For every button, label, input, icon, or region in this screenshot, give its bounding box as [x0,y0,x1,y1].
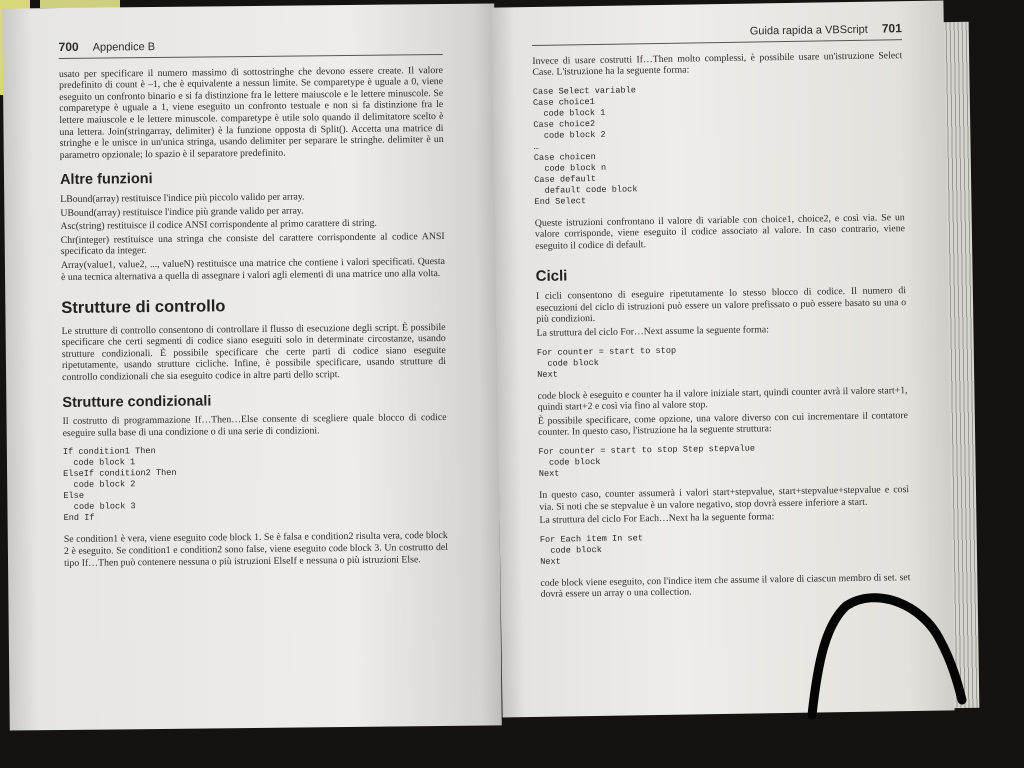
right-page-number: 701 [881,21,902,36]
for-intro: La struttura del ciclo For…Next assume la seguente forma: [536,324,769,339]
function-item: UBound(array) restituisce l'indice più grande valido per array. [60,204,304,219]
altre-funzioni-heading: Altre funzioni [59,171,153,189]
right-page-header [532,23,902,45]
left-running-head: Appendice B [92,40,156,54]
select-intro: Invece di usare costrutti If…Then molto complessi, è possibile usare un'istruzione Select Case. L'istruzione ha la seguente forma: [532,49,903,79]
if-explanation: Se condition1 è vera, viene eseguito code block 1. Se è falsa e condition2 risulta vera, code block 2 è eseguito. Se condition1 e condition2 sono false, viene eseguito code block 3. Un costrutto del tipo If…Then può contenere nessuna o più istruzioni ElseIf e nessuna o più istruzioni Else. [63,530,448,569]
select-explanation: Queste istruzioni confrontano il valore di variable con choice1, choice2, e così via. Se un valore corrisponde, viene eseguito il codice associato al valore. In caso contrario, viene eseguito il codice di default. [534,211,906,252]
cicli-intro: I cicli consentono di eseguire ripetutamente lo stesso blocco di codice. Il numero di esecuzioni del ciclo di istruzioni può essere un valore prefissato o può essere basato su una o più condizioni. [535,285,907,326]
step-code-block: For counter = start to stop Step stepvalue code block Next [538,443,756,479]
strutture-controllo-text: Le strutture di controllo consentono di controllare il flusso di esecuzione degli script. È possibile specificare che certi segmenti di codice siano eseguiti solo in determinate circostanze, usando strutture condizionali. È possibile specificare che certe parti di codice siano eseguite ripetutamente, usando strutture cicliche. Infine, è possibile specificare, usando strutture di controllo condizionali che sia eseguito codice in altre parti dello script. [61,321,447,384]
intro-paragraph: usato per specificare il numero massimo di sottostringhe che devono essere create. Il valore predefinito di count è –1, che è equivalente a nessun limite. Se comparetype è uguale a 0, viene eseguito un confronto binario e si fa distinzione fra le lettere maiuscole e le lettere minuscole. Se comparetype è uguale a 1, viene eseguito un confronto testuale e non si fa distinzione fra le lettere maiuscole e le lettere minuscole. comparetype è utile solo quando il delimitatore scelto è una lettera. Join(stringarray, delimiter) è la funzione opposta di Split(). Accetta una matrice di stringhe e le unisce in un'unica stringa, usando delimiter per separare le stringhe. delimiter è un parametro opzionale; lo spazio è il separatore predefinito. [58,64,444,161]
strutture-controllo-heading: Strutture di controllo [61,297,226,318]
strutture-condizionali-heading: Strutture condizionali [62,393,212,411]
if-code-block: If condition1 Then code block 1 ElseIf condition2 Then code block 2 Else code block 3 End If [62,446,177,524]
right-running-head: Guida rapida a VBScript [749,23,868,38]
left-page-header [59,38,443,59]
function-item: Asc(string) restituisce il codice ANSI corrispondente al primo carattere di string. [60,217,377,233]
for-explanation: code block è eseguito e counter ha il valore iniziale start, quindi counter avrà il valore start+1, quindi start+2 e così via fino al valore stop. [537,384,908,414]
left-page-number: 700 [58,39,79,55]
select-code-block: Case Select variable Case choice1 code block 1 Case choice2 code block 2 … Case choicen code block n Case default default code block End Select [532,85,638,207]
step-explanation: In questo caso, counter assumerà i valori start+stepvalue, start+stepvalue+stepvalue e così via. Si noti che se stepvalue è un valore negativo, stop dovrà essere inferiore a start. [539,484,910,513]
function-item: Chr(integer) restituisce una stringa che consiste del carattere corrispondente al codice ANSI specificato da integer. [60,230,445,258]
function-item: LBound(array) restituisce l'indice più piccolo valido per array. [60,191,305,205]
for-code-block: For counter = start to stop code block Next [536,345,677,380]
left-page [2,3,502,730]
step-intro: È possibile specificare, come opzione, una valore diverso con cui incrementare il contatore counter. In questo caso, l'istruzione ha la seguente struttura: [537,409,908,439]
foreach-code-block: For Each item In set code block Next [539,532,644,567]
strutture-condizionali-text: Il costrutto di programmazione If…Then…Else consente di scegliere quale blocco di codice eseguire sulla base di una condizione o di una serie di condizioni. [62,412,447,439]
foreach-intro: La struttura del ciclo For Each…Next ha la seguente forma: [539,511,775,526]
right-page [491,0,954,717]
foreach-explanation: code block viene eseguito, con l'indice item che assume il valore di ciascun membro di set. set dovrà essere un array o una collection. [540,571,911,601]
cicli-heading: Cicli [535,266,568,285]
function-item: Array(value1, value2, ..., valueN) restituisce una matrice che contiene i valori specificati. Questa è una tecnica alternativa a quella di assegnare i valori agli elementi di una matrice uno alla volta. [60,255,445,283]
